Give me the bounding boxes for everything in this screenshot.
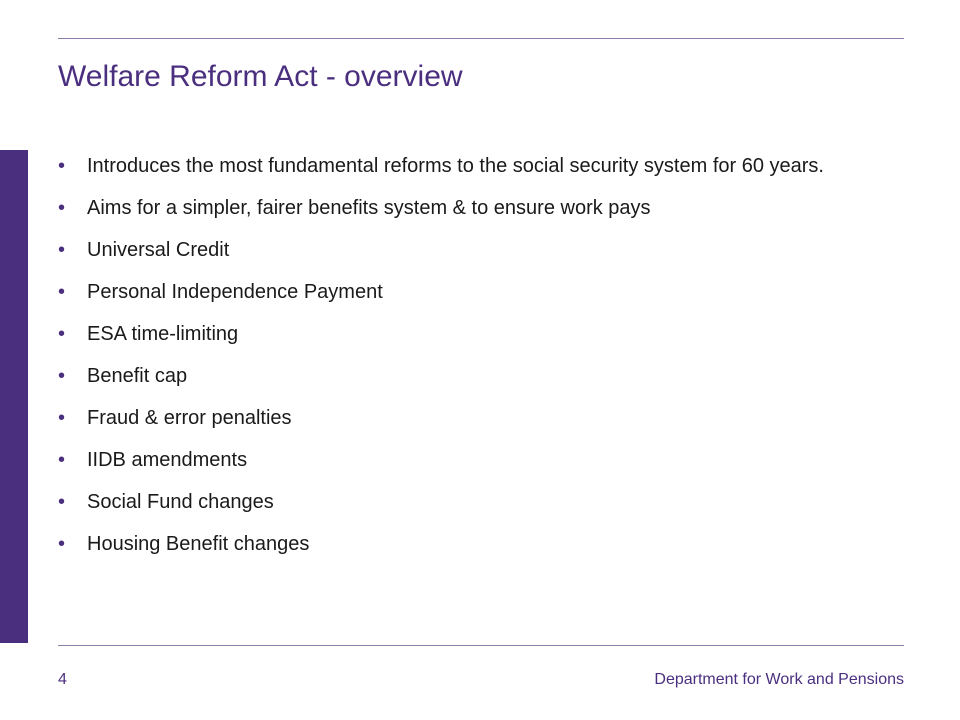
bullet-text: Aims for a simpler, fairer benefits system & to ensure work pays xyxy=(87,197,651,219)
bullet-list xyxy=(58,154,888,574)
bullet-icon: • xyxy=(58,239,66,261)
bullet-item xyxy=(58,448,888,473)
bottom-divider xyxy=(58,645,904,646)
bullet-item xyxy=(58,490,888,515)
side-accent-bar xyxy=(0,150,28,643)
bullet-item xyxy=(58,238,888,263)
bullet-item xyxy=(58,406,888,431)
bullet-text: Fraud & error penalties xyxy=(87,407,292,429)
bullet-icon: • xyxy=(58,407,66,429)
bullet-icon: • xyxy=(58,197,66,219)
bullet-icon: • xyxy=(58,491,66,513)
bullet-item xyxy=(58,322,888,347)
bullet-icon: • xyxy=(58,449,66,471)
bullet-item xyxy=(58,154,888,179)
bullet-text: Personal Independence Payment xyxy=(87,281,383,303)
bullet-icon: • xyxy=(58,323,66,345)
organization-name: Department for Work and Pensions xyxy=(654,671,904,688)
bullet-icon: • xyxy=(58,365,66,387)
bullet-icon: • xyxy=(58,281,66,303)
bullet-item xyxy=(58,196,888,221)
bullet-icon: • xyxy=(58,155,66,177)
bullet-text: Housing Benefit changes xyxy=(87,533,310,555)
bullet-item xyxy=(58,532,888,557)
bullet-text: ESA time-limiting xyxy=(87,323,239,345)
bullet-item xyxy=(58,280,888,305)
bullet-icon: • xyxy=(58,533,66,555)
bullet-text: Introduces the most fundamental reforms to the social security system for 60 years. xyxy=(87,155,824,177)
bullet-text: Benefit cap xyxy=(87,365,188,387)
top-divider xyxy=(58,38,904,39)
bullet-text: IIDB amendments xyxy=(87,449,248,471)
bullet-text: Universal Credit xyxy=(87,239,230,261)
slide-title: Welfare Reform Act - overview xyxy=(58,60,463,93)
bullet-text: Social Fund changes xyxy=(87,491,274,513)
bullet-item xyxy=(58,364,888,389)
page-number: 4 xyxy=(58,671,67,688)
